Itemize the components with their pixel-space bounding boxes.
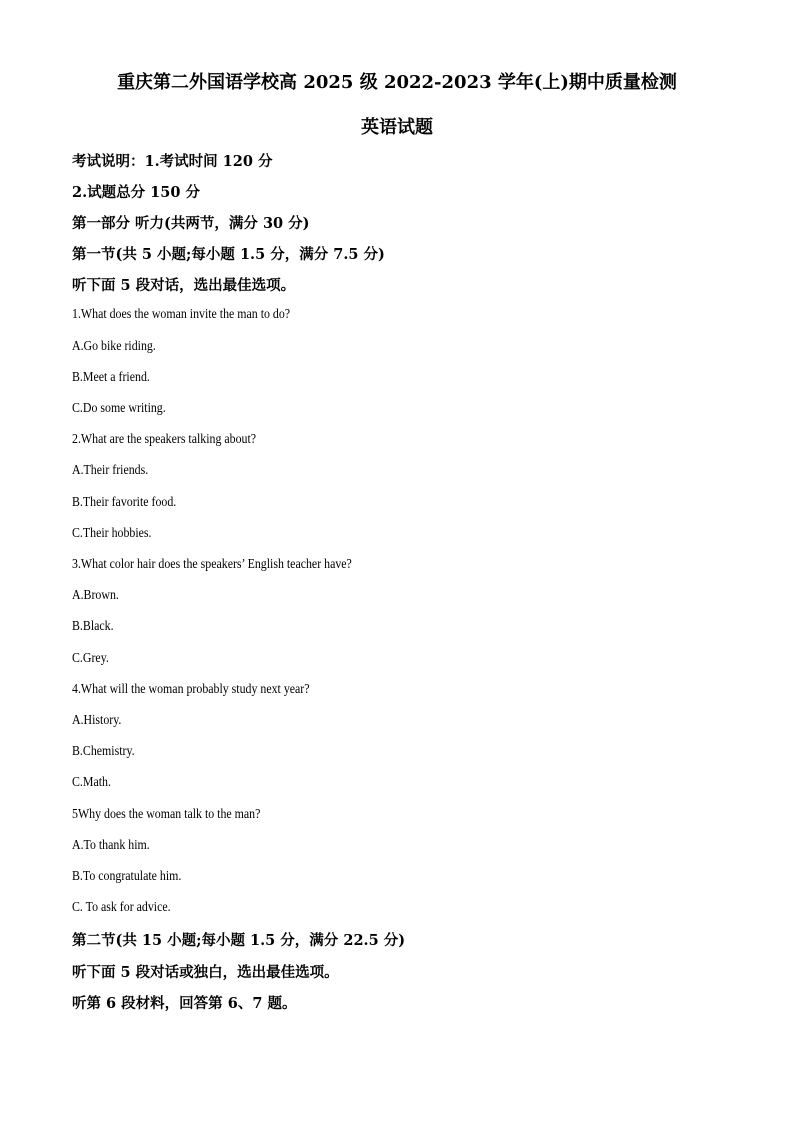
section1-heading: 第一节(共 5 小题;每小题 1.5 分，满分 7.5 分): [72, 246, 385, 263]
question-5-stem: 5Why does the woman talk to the man?: [72, 806, 261, 821]
question-2-stem: 2.What are the speakers talking about?: [72, 431, 257, 446]
section2-instruction: 听下面 5 段对话或独白，选出最佳选项。: [72, 964, 339, 981]
question-5-option-c: C. To ask for advice.: [72, 899, 171, 914]
exam-note-score: 2.试题总分 150 分: [72, 184, 201, 201]
question-2-option-a: A.Their friends.: [72, 462, 149, 477]
question-4-stem: 4.What will the woman probably study next year?: [72, 681, 310, 696]
page-title: 重庆第二外国语学校高 2025 级 2022-2023 学年(上)期中质量检测: [117, 72, 677, 93]
question-3-stem: 3.What color hair does the speakers’ English teacher have?: [72, 556, 352, 571]
question-2-option-b: B.Their favorite food.: [72, 494, 177, 509]
part1-heading: 第一部分 听力(共两节，满分 30 分): [72, 215, 310, 232]
question-3-option-a: A.Brown.: [72, 587, 119, 602]
section2-material-note: 听第 6 段材料，回答第 6、7 题。: [72, 995, 297, 1012]
question-1-option-a: A.Go bike riding.: [72, 338, 156, 353]
question-4-option-c: C.Math.: [72, 774, 111, 789]
question-1-stem: 1.What does the woman invite the man to do?: [72, 306, 291, 321]
question-5-option-b: B.To congratulate him.: [72, 868, 182, 883]
section2-heading: 第二节(共 15 小题;每小题 1.5 分，满分 22.5 分): [72, 932, 406, 949]
question-3-option-b: B.Black.: [72, 618, 114, 633]
page-subtitle: 英语试题: [361, 117, 433, 138]
question-1-option-b: B.Meet a friend.: [72, 369, 150, 384]
question-5-option-a: A.To thank him.: [72, 837, 150, 852]
question-3-option-c: C.Grey.: [72, 650, 109, 665]
question-1-option-c: C.Do some writing.: [72, 400, 166, 415]
question-4-option-b: B.Chemistry.: [72, 743, 135, 758]
exam-note-time: 考试说明：1.考试时间 120 分: [72, 153, 273, 170]
question-4-option-a: A.History.: [72, 712, 122, 727]
question-2-option-c: C.Their hobbies.: [72, 525, 152, 540]
section1-instruction: 听下面 5 段对话，选出最佳选项。: [72, 277, 296, 294]
